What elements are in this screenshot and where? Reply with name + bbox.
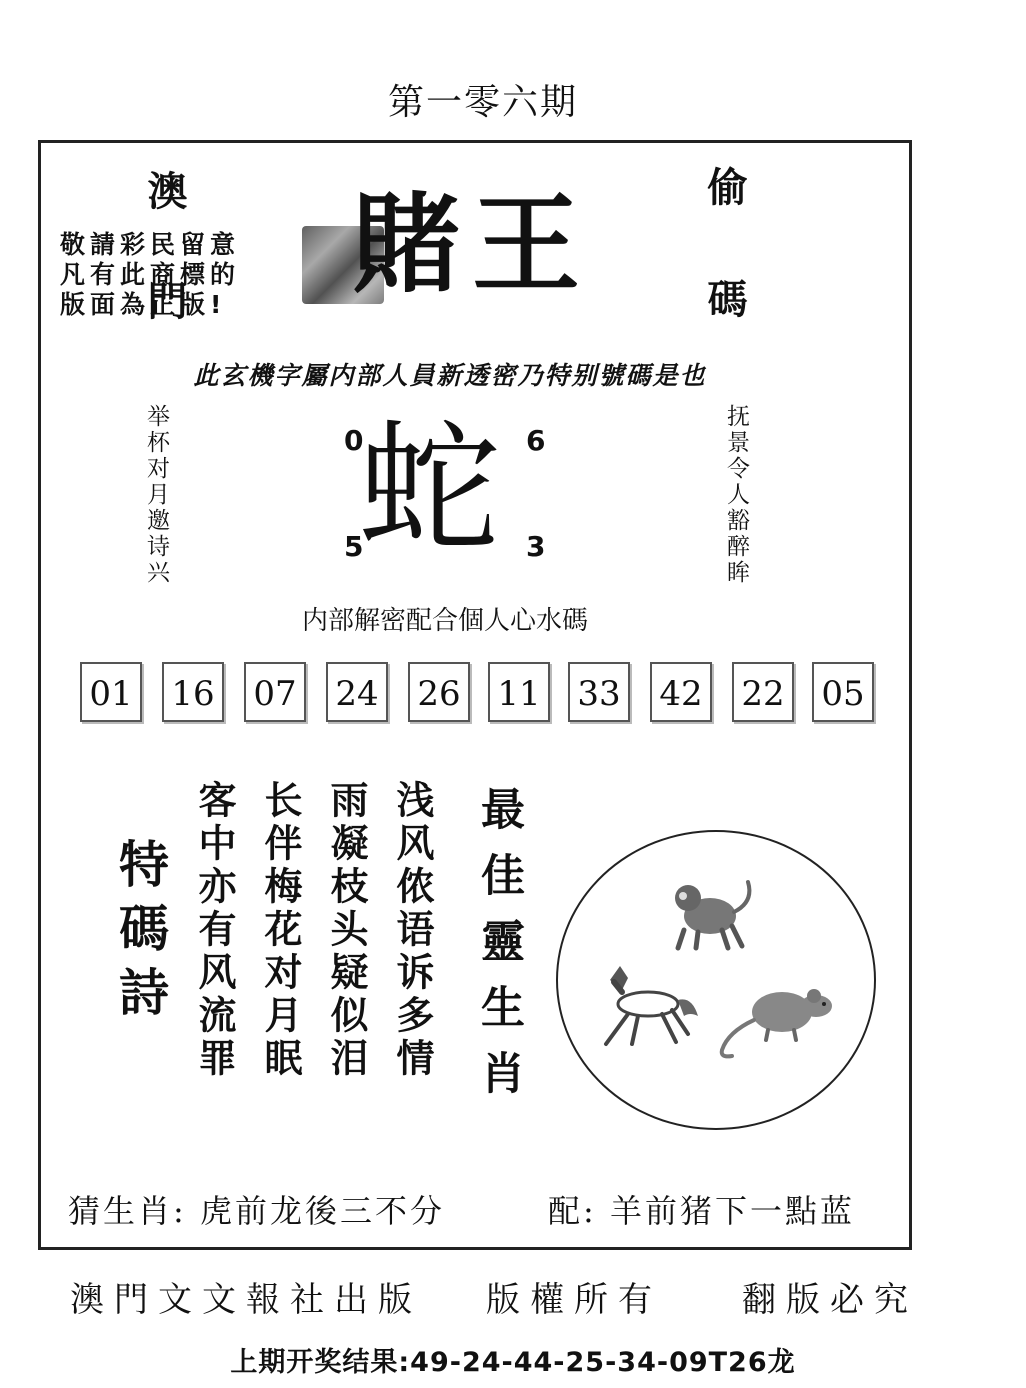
center-character: 蛇 [358, 407, 500, 572]
last-result [0, 1340, 1026, 1379]
guess-text: 虎前龙後三不分 [199, 1192, 445, 1230]
number-box: 05 [812, 662, 874, 722]
poem-column: 客中亦有风流罪 [192, 780, 236, 1081]
poem-column: 长伴梅花对月眠 [258, 780, 302, 1081]
last-result-label: 上期开奖结果: [230, 1347, 411, 1378]
monkey-icon [658, 872, 758, 952]
horse-icon [592, 960, 702, 1050]
number-box: 42 [650, 662, 712, 722]
side-poem-right: 抚景令人豁醉眸 [723, 404, 749, 586]
poem-column: 浅风侬语诉多情 [390, 780, 434, 1081]
number-box: 01 [80, 662, 142, 722]
center-digit-top-left: 0 [344, 424, 364, 457]
corner-text-aomen: 澳門 [141, 170, 187, 390]
pair-line [548, 1186, 855, 1232]
issue-title: 第一零六期 [387, 82, 578, 123]
footer-warning: 翻版必究 [742, 1280, 918, 1320]
notice-line: 凡有此商標的 [60, 260, 241, 289]
footer-copyright [70, 1272, 930, 1322]
footer-publisher: 澳門文文報社出版 [70, 1280, 422, 1320]
number-box: 24 [326, 662, 388, 722]
rat-icon [718, 972, 838, 1062]
pair-text: 羊前猪下一點蓝 [609, 1192, 855, 1230]
number-box: 33 [568, 662, 630, 722]
special-poem-title: 特碼詩 [111, 838, 169, 1030]
number-box: 11 [488, 662, 550, 722]
zodiac-circle [556, 830, 876, 1130]
guess-label: 猜生肖: [68, 1192, 187, 1230]
best-zodiac-label: 最佳靈生肖 [473, 786, 524, 1116]
decode-line: 内部解密配合個人心水碼 [301, 606, 588, 636]
poem-column: 雨凝枝头疑似泪 [324, 780, 368, 1081]
brand-title: 賭王 [352, 183, 593, 308]
notice-line: 敬請彩民留意 [60, 230, 241, 259]
number-box: 26 [408, 662, 470, 722]
center-digit-bottom-right: 3 [526, 530, 546, 563]
center-digit-top-right: 6 [526, 424, 546, 457]
notice-line: 版面為正版! [60, 290, 227, 319]
footer-rights: 版權所有 [486, 1280, 662, 1320]
number-box: 16 [162, 662, 224, 722]
guess-zodiac-line [68, 1186, 445, 1232]
number-row [80, 662, 880, 728]
side-poem-left: 举杯对月邀诗兴 [143, 404, 169, 586]
secret-line: 此玄機字屬内部人員新透密乃特别號碼是也 [193, 361, 707, 390]
number-box: 07 [244, 662, 306, 722]
pair-label: 配: [548, 1192, 597, 1230]
number-box: 22 [732, 662, 794, 722]
corner-text-toucode: 偷碼 [701, 166, 747, 390]
center-digit-bottom-left: 5 [344, 530, 364, 563]
last-result-value: 49-24-44-25-34-09T26龙 [410, 1347, 796, 1378]
authenticity-notice [60, 230, 280, 320]
